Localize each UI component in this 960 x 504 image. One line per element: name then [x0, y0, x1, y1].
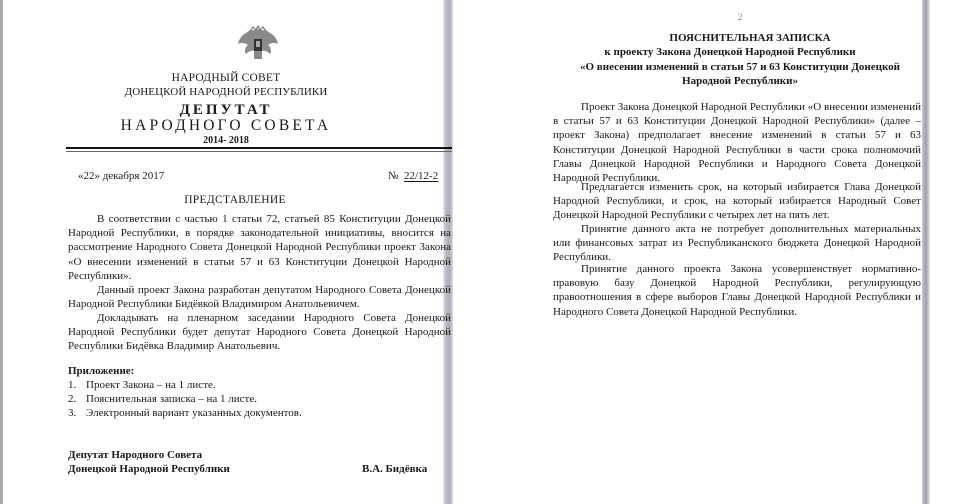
paragraph: Проект Закона Донецкой Народной Республики «О внесении изменений в статьи 57 и 63 Конституции Донецкой Народной Республики» (далее – проект Закона) предполагает внесение изменений в статьи 57 и 63 Конституции Донецкой Народной Республики в части срока полномочий Главы Донецкой Народной Республики и Народного Совета Донецкой Народной Республики. [553, 101, 921, 185]
document-date: «22» декабря 2017 [78, 170, 165, 182]
header-rule-thin [66, 151, 452, 152]
paragraph: Принятие данного проекта Закона усовершенствует нормативно-правовую базу Донецкой Народной Республики, регулирующую правоотношения в сфере выборов Главы Донецкой Народной Республики и Народного Совета Донецкой Народной Республики. [553, 263, 921, 318]
document-number [388, 170, 438, 182]
signature-title-line1: Депутат Народного Совета [68, 449, 203, 461]
paragraph: Предлагается изменить срок, на который избирается Глава Донецкой Народной Республики, и срок, на который избирается Народный Совет Донецкой Народной Республики с четырех лет на пять лет. [553, 181, 921, 222]
appendix-item: 1. Проект Закона – на 1 листе. [68, 379, 216, 391]
paragraph: Докладывать на пленарном заседании Народного Совета Донецкой Народной Республики будет депутат Народного Совета Донецкой Народной Республики Бидёвка Владимир Анатольевич. [68, 312, 451, 353]
council-name-line2: ДОНЕЦКОЙ НАРОДНОЙ РЕСПУБЛИКИ [124, 86, 328, 98]
coat-of-arms-icon [236, 25, 280, 63]
number-label: № [388, 170, 399, 182]
appendix-title: Приложение: [68, 365, 135, 377]
document-title: ПРЕДСТАВЛЕНИЕ [184, 194, 286, 206]
memo-title: ПОЯСНИТЕЛЬНАЯ ЗАПИСКА [669, 32, 831, 44]
appendix-item: 2. Пояснительная записка – на 1 листе. [68, 393, 257, 406]
appendix-item: 3. Электронный вариант указанных документов. [68, 407, 302, 420]
deputy-heading: ДЕПУТАТ [179, 102, 273, 118]
page-number: 2 [738, 12, 743, 22]
number-value: 22/12-2 [404, 170, 439, 182]
header-rule-thick [66, 147, 452, 149]
paragraph: Данный проект Закона разработан депутатом Народного Совета Донецкой Народной Республики Бидёвкой Владимиром Анатольевичем. [68, 284, 451, 311]
deputy-subheading: НАРОДНОГО СОВЕТА [120, 117, 332, 134]
paragraph: В соответствии с частью 1 статьи 72, статьей 85 Конституции Донецкой Народной Республики, в порядке законодательной инициативы, вносится на рассмотрение Народного Совета Донецкой Народной Республики проект Закона «О внесении изменений в статьи 57 и 63 Конституции Донецкой Народной Республики». [68, 213, 451, 282]
term-years: 2014- 2018 [203, 135, 249, 146]
signature-title-line2: Донецкой Народной Республики [68, 463, 230, 475]
memo-subtitle-line1: к проекту Закона Донецкой Народной Республики [604, 46, 856, 58]
memo-subtitle-line2: «О внесении изменений в статьи 57 и 63 Конституции Донецкой [579, 61, 900, 73]
signature-name: В.А. Бидёвка [362, 463, 428, 475]
appendix-list [68, 378, 302, 421]
memo-subtitle-line3: Народной Республики» [682, 75, 798, 87]
paragraph: Принятие данного акта не потребует дополнительных материальных или финансовых затрат из Республиканского бюджета Донецкой Народной Республики. [553, 223, 921, 264]
council-name-line1: НАРОДНЫЙ СОВЕТ [171, 72, 281, 84]
